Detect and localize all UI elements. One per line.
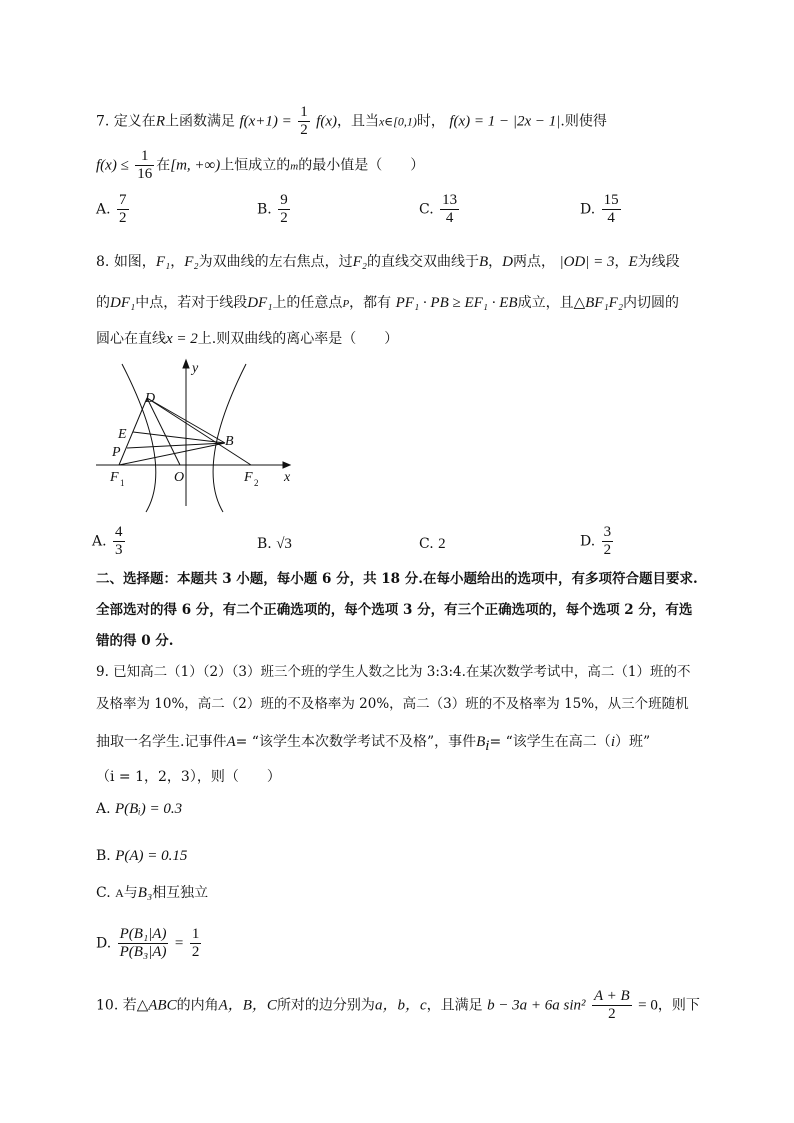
q8-hyperbola-figure xyxy=(92,356,302,518)
q8-line3: 圆心在直线x = 2上.则双曲线的离心率是（ ） xyxy=(96,331,399,347)
label-e: E xyxy=(118,427,127,442)
svg-text:2: 2 xyxy=(254,478,259,488)
svg-text:1: 1 xyxy=(120,478,125,488)
q10-equation: b − 3a + 6a sin² xyxy=(487,997,586,1014)
hyperbola-left-branch xyxy=(122,364,156,512)
q8-line2: 的DF₁中点，若对于线段DF₁上的任意点P，都有 PF₁ · PB ≥ EF₁ · EB成立，且△BF₁F₂内切圆的 xyxy=(96,295,680,311)
x-axis-arrow xyxy=(283,462,290,468)
q8-vector-inequality: PF₁ · PB ≥ EF₁ · EB xyxy=(395,295,518,311)
q7-function-def: f(x) = 1 − |2x − 1| xyxy=(449,113,561,130)
q8-od-length: |OD| = 3 xyxy=(559,254,615,270)
q7-number: 7. xyxy=(96,113,110,130)
q7-option-d: D. $\frac{15}{4}$ xyxy=(580,192,619,226)
q7-option-c: C. $\frac{13}{4}$ xyxy=(419,192,458,226)
q7-option-a: A. $\frac{7}{2}$ xyxy=(96,192,127,226)
q7-sixteenth-fraction: $\frac{1}{16}$ xyxy=(137,148,153,182)
q9-option-a: A. P(Bᵢ) = 0.3 xyxy=(96,801,183,817)
q9-option-c: C. A与B₃相互独立 xyxy=(96,885,209,901)
label-x: x xyxy=(284,470,291,485)
q8-option-b: B. √3 xyxy=(257,536,292,552)
label-d: D xyxy=(145,391,156,406)
y-axis-arrow xyxy=(183,360,189,368)
q8-number: 8. xyxy=(96,254,110,270)
section2-line3: 错的得 0 分. xyxy=(96,633,174,649)
q7-functional-eq: f(x+1) = xyxy=(239,113,292,130)
q9-line2: 及格率为 10%，高二（2）班的不及格率为 20%，高二（3）班的不及格率为 15%，从三个班随机 xyxy=(96,696,689,712)
line-d-f2 xyxy=(147,398,251,465)
q9-line3: 抽取一名学生.记事件A= “该学生本次数学考试不及格”，事件$B_i=$ “该学生在高二（i）班” xyxy=(96,734,651,754)
q7-half-fraction: $\frac{1}{2}$ xyxy=(300,104,308,138)
q8-option-c: C. 2 xyxy=(419,536,446,552)
q8-line1: 8. 如图，F₁，F₂为双曲线的左右焦点，过F₂的直线交双曲线于B，D两点， |OD| = 3，E为线段 xyxy=(96,254,680,270)
section2-line1: 二、选择题：本题共 3 小题，每小题 6 分，共 18 分.在每小题给出的选项中，有多项符合题目要求. xyxy=(96,571,698,587)
label-o: O xyxy=(174,470,185,485)
segment-e-b xyxy=(133,432,225,443)
q10-line1: 10. 若△ABC的内角A，B，C所对的边分别为a，b，c，且满足 b − 3a + 6a sin² $\frac{A + B}{2}$ = 0，则下 xyxy=(96,988,700,1022)
q9-option-b: B. P(A) = 0.15 xyxy=(96,848,188,864)
q9-option-d: D. $\frac{\text{P(B₁|A)}}{\text{P(B₃|A)}}$ = $\frac{1}{2}$ xyxy=(96,926,200,960)
q7-option-b: B. $\frac{9}{2}$ xyxy=(257,192,288,226)
section2-line2: 全部选对的得 6 分，有二个正确选项的，每个选项 3 分，有三个正确选项的，每个选项 2 分，有选 xyxy=(96,602,693,618)
label-b: B xyxy=(225,434,234,449)
q9-line4: （i = 1，2，3），则（ ） xyxy=(96,769,281,785)
segment-p-b xyxy=(127,443,225,448)
q7-inequality: f(x) ≤ xyxy=(96,157,129,174)
label-p: P xyxy=(112,445,121,460)
q7-line2: f(x) ≤ $\frac{1}{16}$ 在[m, +∞)上恒成立的m的最小值是（ ） xyxy=(96,148,425,182)
label-y: y xyxy=(192,361,199,376)
segment-f1-b xyxy=(119,443,225,465)
label-f2: F xyxy=(244,470,253,485)
q9-line1: 9. 已知高二（1）（2）（3）班三个班的学生人数之比为 3:3:4.在某次数学考试中，高二（1）班的不 xyxy=(96,664,691,680)
q8-option-d: D. $\frac{3}{2}$ xyxy=(580,524,612,558)
q7-line1: 7. 定义在R上函数满足 f(x+1) = $\frac{1}{2}$ f(x)，且当x∈[0,1)时， f(x) = 1 − |2x − 1|.则使得 xyxy=(96,104,607,138)
q8-option-a: A. $\frac{4}{3}$ xyxy=(92,524,123,558)
label-f1: F xyxy=(110,470,119,485)
